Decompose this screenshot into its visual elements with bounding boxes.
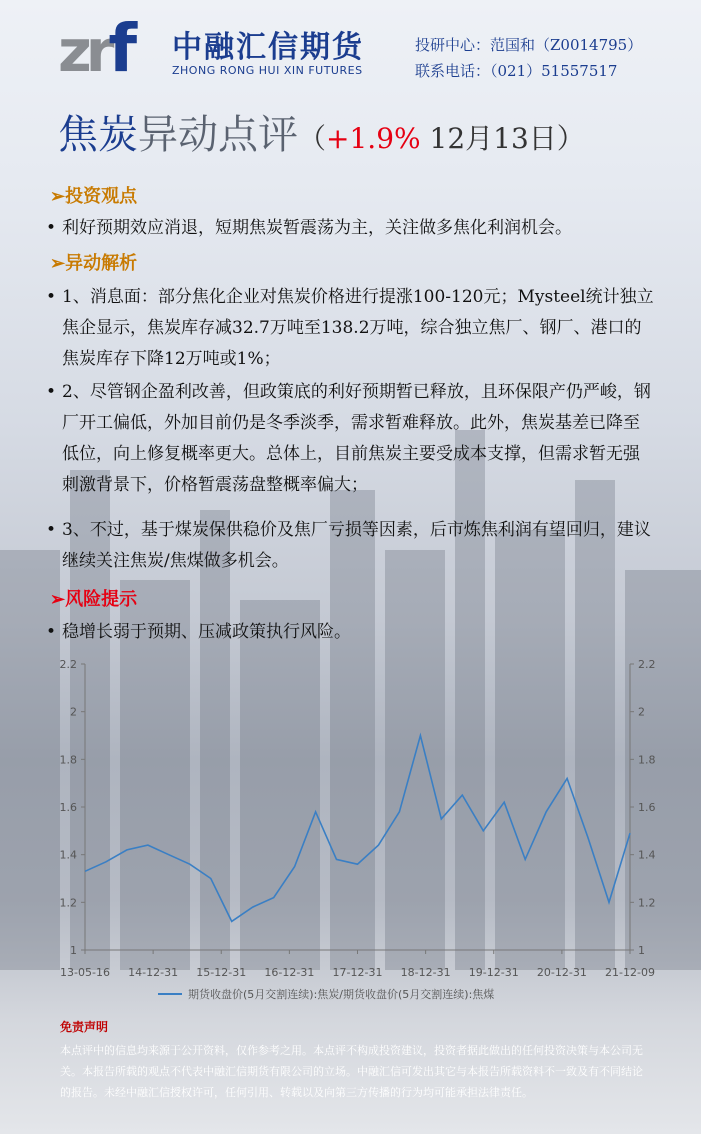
series-line-0 — [85, 736, 630, 922]
bullet-view: • 利好预期效应消退，短期焦炭暂震荡为主，关注做多焦化利润机会。 — [46, 218, 572, 238]
x-tick-label-4: 17-12-31 — [332, 966, 383, 979]
y-tick-label-left-5: 2 — [70, 705, 77, 719]
disclaimer-title: 免责声明 — [60, 1020, 109, 1034]
bullet-analysis-1: • 1、消息面：部分焦化企业对焦炭价格进行提涨100-120元；Mysteel统计独立焦企显示，焦炭库存减32.7万吨至138.2万吨，综合独立焦厂、钢厂、港口的焦炭库存下降12万吨或1%； — [46, 287, 654, 369]
report-title — [58, 110, 585, 164]
company-name-cn: 中融汇信期货 — [172, 30, 364, 65]
y-tick-label-left-2: 1.4 — [59, 848, 77, 862]
y-tick-label-right-1: 1.2 — [638, 896, 656, 910]
x-tick-label-7: 20-12-31 — [536, 966, 587, 979]
section-heading-analysis: ➢异动解析 — [50, 253, 138, 274]
report-header — [0, 0, 701, 95]
x-tick-label-2: 15-12-31 — [196, 966, 247, 979]
legend-label-0: 期货收盘价(5月交割连续):焦炭/期货收盘价(5月交割连续):焦煤 — [188, 988, 495, 1001]
x-tick-label-8: 21-12-09 — [605, 966, 655, 979]
section-heading-view: ➢投资观点 — [50, 186, 138, 207]
y-tick-label-right-4: 1.8 — [638, 753, 656, 767]
coke-coal-ratio-chart — [40, 650, 680, 1010]
report-date: 12月13日） — [420, 122, 585, 155]
researcher-info: 投研中心：范国和（Z0014795） — [415, 36, 643, 54]
y-tick-label-left-4: 1.8 — [59, 753, 77, 767]
y-tick-label-left-3: 1.6 — [59, 801, 77, 814]
y-tick-label-right-6: 2.2 — [638, 658, 656, 671]
title-sub: 异动点评 — [138, 112, 298, 158]
section-heading-risk: ➢风险提示 — [50, 589, 138, 610]
title-open-paren: （ — [298, 122, 327, 155]
bullet-analysis-2: • 2、尽管钢企盈利改善，但政策底的利好预期暂已释放，且环保限产仍严峻，钢厂开工偏低，外加目前仍是冬季淡季，需求暂难释放。此外，焦炭基差已降至低位，向上修复概率更大。总体上，目前焦炭主要受成本支撑，但需求暂无强刺激背景下，价格暂震荡盘整概率偏大； — [46, 382, 651, 495]
x-tick-label-6: 19-12-31 — [468, 966, 519, 979]
x-tick-label-5: 18-12-31 — [400, 966, 451, 979]
y-tick-label-right-2: 1.4 — [638, 848, 656, 862]
y-tick-label-right-5: 2 — [638, 705, 645, 719]
x-tick-label-1: 14-12-31 — [128, 966, 179, 979]
y-tick-label-left-6: 2.2 — [59, 658, 77, 671]
y-tick-label-left-1: 1.2 — [59, 896, 77, 910]
y-tick-label-right-3: 1.6 — [638, 801, 656, 814]
price-change: +1.9% — [326, 122, 421, 155]
x-tick-label-3: 16-12-31 — [264, 966, 315, 979]
y-tick-label-right-0: 1 — [638, 944, 645, 957]
bullet-analysis-3: • 3、不过，基于煤炭保供稳价及焦厂亏损等因素，后市炼焦利润有望回归，建议继续关注焦炭/焦煤做多机会。 — [46, 520, 651, 571]
disclaimer-text: 本点评中的信息均来源于公开资料，仅作参考之用。本点评不构成投资建议，投资者据此做出的任何投资决策与本公司无关。本报告所载的观点不代表中融汇信期货有限公司的立场。中融汇信可发出其它与本报告所载资料不一致及有不同结论的报告。未经中融汇信授权许可，任何引用、转载以及向第三方传播的行为均可能承担法律责任。 — [60, 1044, 643, 1099]
title-main: 焦炭 — [58, 112, 138, 158]
contact-phone: 联系电话：（021）51557517 — [415, 62, 618, 80]
x-tick-label-0: 13-05-16 — [60, 966, 110, 979]
company-name-en: ZHONG RONG HUI XIN FUTURES — [172, 64, 363, 77]
bullet-risk: • 稳增长弱于预期、压减政策执行风险。 — [46, 622, 351, 642]
company-logo-mark: zrf — [58, 10, 132, 87]
y-tick-label-left-0: 1 — [70, 944, 77, 957]
